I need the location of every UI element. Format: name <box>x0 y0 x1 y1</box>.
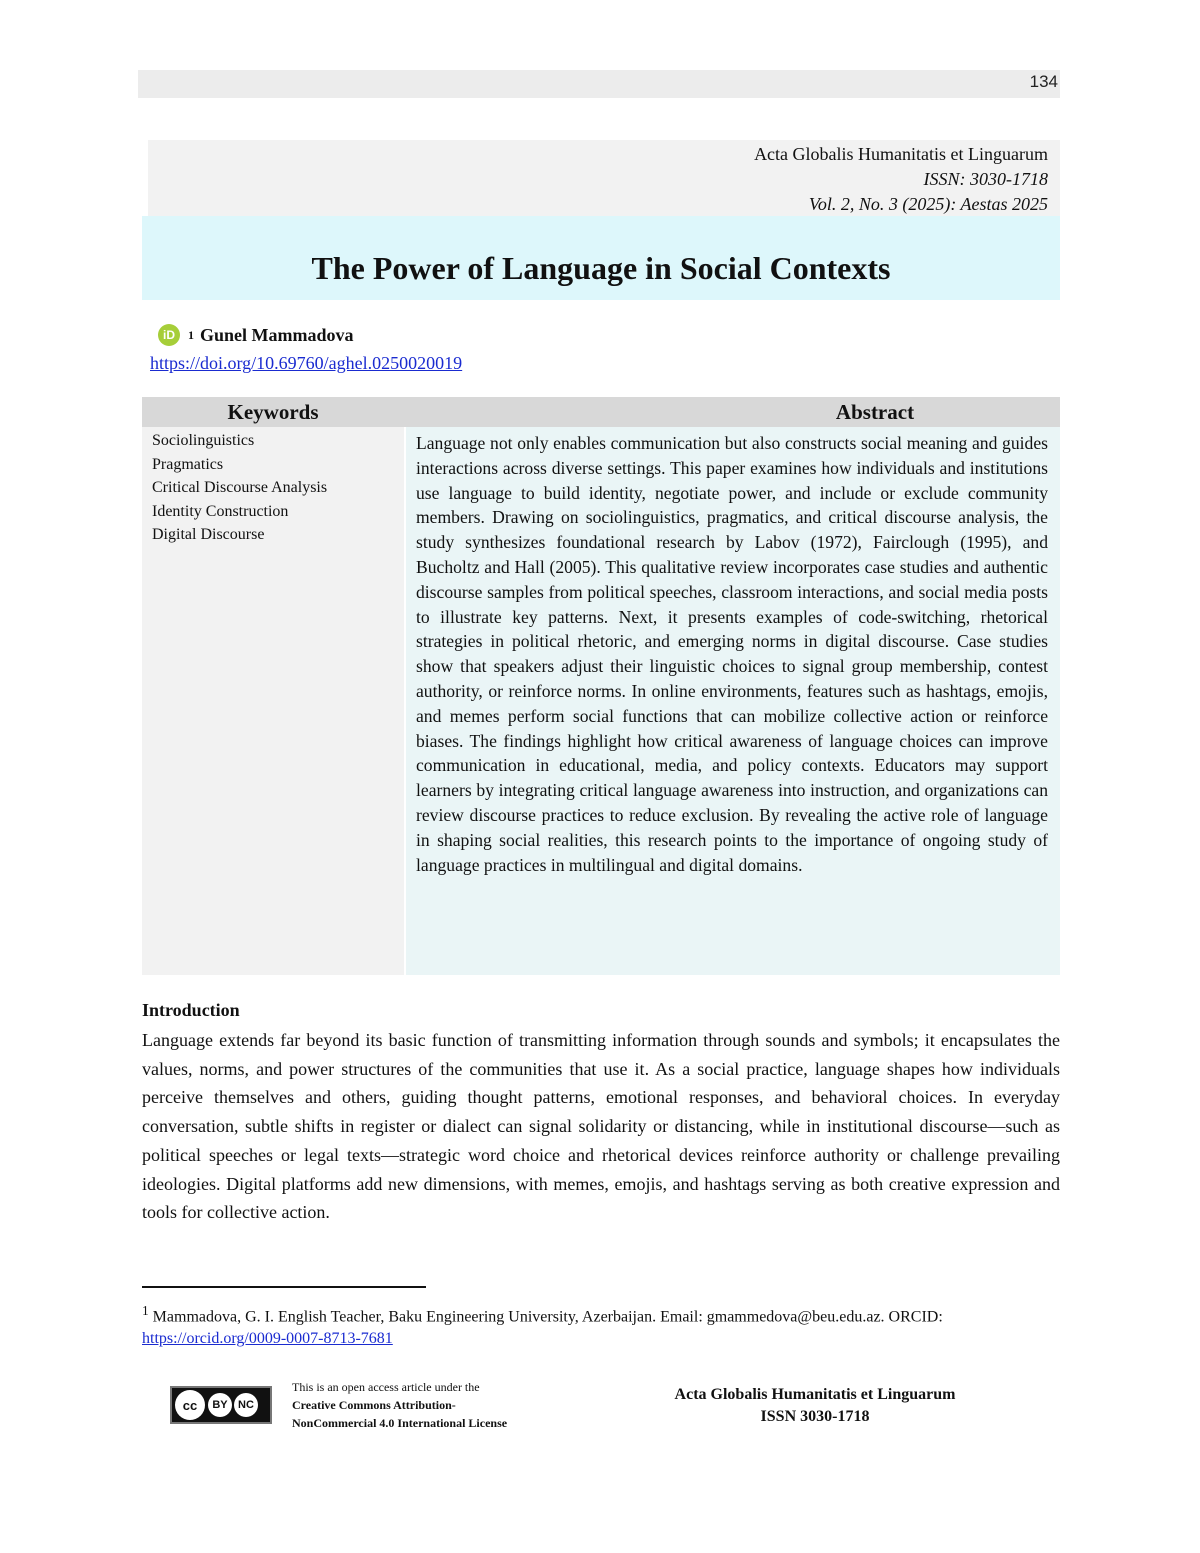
page-number: 134 <box>1029 72 1058 91</box>
journal-volume: Vol. 2, No. 3 (2025): Aestas 2025 <box>808 194 1048 214</box>
keyword-item: Critical Discourse Analysis <box>152 479 328 496</box>
abstract-box <box>406 427 1060 975</box>
introduction-heading: Introduction <box>142 1000 240 1020</box>
license-line: This is an open access article under the <box>292 1380 480 1394</box>
author-line <box>158 324 354 346</box>
creative-commons-badge[interactable] <box>170 1386 272 1424</box>
article-title: The Power of Language in Social Contexts <box>311 250 891 286</box>
keyword-item: Digital Discourse <box>152 526 265 543</box>
footer-issn: ISSN 3030-1718 <box>760 1408 870 1425</box>
introduction-text: Language extends far beyond its basic function of transmitting information through sounds and symbols; it encapsulates the values, norms, and power structures of the communities that use it. As a social practice, language shapes how individuals perceive themselves and others, guiding thought patterns, emotional responses, and behavioral choices. In everyday conversation, subtle shifts in register or dialect can signal solidarity or distancing, while in institutional discourse—such as political speeches or legal texts—strategic word choice and rhetorical devices reinforce authority or challenge prevailing ideologies. Digital platforms add new dimensions, with memes, emojis, and hashtags serving as both creative expression and tools for collective action. <box>142 1030 1060 1223</box>
license-text <box>292 1378 507 1432</box>
title-box <box>142 216 1060 300</box>
abstract-text: Language not only enables communication but also constructs social meaning and guides interactions across diverse settings. This paper examines how individuals and institutions use language to build identity, negotiate power, and include or exclude community members. Drawing on sociolinguistics, pragmatics, and critical discourse analysis, the study synthesizes foundational research by Labov (1972), Fairclough (1995), and Bucholtz and Hall (2005). This qualitative review incorporates case studies and authentic discourse samples from political speeches, classroom interactions, and social media posts to illustrate key patterns. Next, it presents examples of code-switching, rhetorical strategies in political rhetoric, and emerging norms in digital discourse. Case studies show that speakers adjust their linguistic choices to signal group membership, contest authority, or reinforce norms. In online environments, features such as hashtags, emojis, and memes perform social functions that can mobilize collective action or reinforce biases. The findings highlight how critical awareness of language choices can improve communication in educational, media, and policy contexts. Educators may support learners by integrating critical language awareness into instruction, and organizations can review discourse practices to reduce exclusion. By revealing the active role of language in shaping social realities, this research points to the importance of ongoing study of language practices in multilingual and digital domains. <box>416 433 1048 875</box>
page-header-bar <box>138 70 1060 98</box>
license-line: Creative Commons Attribution- <box>292 1398 456 1412</box>
creative-commons-icon: cc <box>175 1390 205 1420</box>
keywords-heading: Keywords <box>227 400 319 424</box>
footnote-divider <box>142 1286 426 1288</box>
keyword-item: Sociolinguistics <box>152 432 255 449</box>
doi-link[interactable]: https://doi.org/10.69760/aghel.0250020019 <box>150 353 463 373</box>
footnote-text: Mammadova, G. I. English Teacher, Baku Engineering University, Azerbaijan. Email: gmammedova@beu.edu.az. ORCID: <box>148 1308 943 1326</box>
author-name: Gunel Mammadova <box>200 324 354 345</box>
noncommercial-icon: NC <box>234 1393 258 1417</box>
keyword-item: Pragmatics <box>152 455 224 473</box>
keywords-list <box>142 427 404 975</box>
keywords-abstract-header <box>142 397 1060 427</box>
attribution-icon: BY <box>208 1393 232 1417</box>
author-footnote-marker: 1 <box>188 327 194 342</box>
journal-info-box <box>148 140 1060 216</box>
footnote-marker: 1 <box>142 1303 149 1318</box>
keyword-item: Identity Construction <box>152 502 289 520</box>
footer-journal-name: Acta Globalis Humanitatis et Linguarum <box>674 1386 956 1403</box>
journal-issn: ISSN: 3030-1718 <box>923 169 1048 189</box>
footnote <box>142 1300 1060 1350</box>
orcid-icon[interactable]: iD <box>158 324 180 346</box>
orcid-link[interactable]: https://orcid.org/0009-0007-8713-7681 <box>142 1330 393 1348</box>
license-line: NonCommercial 4.0 International License <box>292 1416 508 1430</box>
abstract-heading: Abstract <box>835 400 915 424</box>
footer-journal <box>640 1384 990 1428</box>
journal-name: Acta Globalis Humanitatis et Linguarum <box>754 144 1048 164</box>
